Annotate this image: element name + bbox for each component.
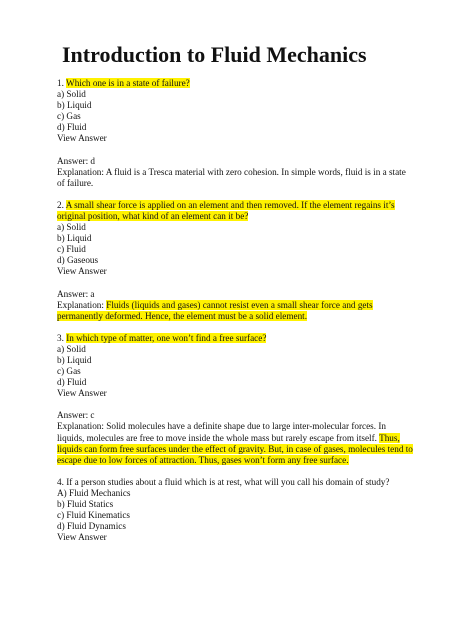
option: b) Liquid — [57, 354, 92, 365]
page-title: Introduction to Fluid Mechanics — [62, 42, 367, 67]
explanation-line: of failure. — [57, 177, 94, 188]
question-highlight: In which type of matter, one won’t find a free surface? — [66, 332, 267, 343]
question-number: 2. — [57, 199, 64, 210]
explanation-highlight: Thus, — [379, 432, 400, 443]
question-highlight: Which one is in a state of failure? — [66, 78, 190, 88]
option: b) Fluid Statics — [57, 499, 114, 509]
view-answer-link[interactable]: View Answer — [57, 388, 107, 399]
view-answer-link[interactable]: View Answer — [57, 133, 107, 144]
explanation-line — [57, 300, 457, 311]
question-text: If a person studies about a fluid which is at rest, what will you call his domain of study? — [66, 476, 390, 487]
option: c) Gas — [57, 111, 81, 122]
question-2 — [57, 200, 457, 322]
question-highlight: original position, what kind of an element can it be? — [57, 210, 249, 221]
option: c) Gas — [57, 366, 81, 377]
explanation-line: Explanation: Solid molecules have a definite shape due to large inter-molecular forces. In — [57, 421, 387, 432]
question-3 — [57, 333, 457, 466]
question-4 — [57, 477, 457, 544]
question-2-text — [57, 200, 457, 211]
option: c) Fluid — [57, 244, 86, 255]
option: a) Solid — [57, 89, 86, 100]
option: A) Fluid Mechanics — [57, 487, 131, 498]
question-number: 1. — [57, 78, 64, 88]
explanation-highlight: escape due to low forces of attraction. Thus, gases won’t form any free surface. — [57, 454, 349, 465]
explanation-line: liquids, molecules are free to move inside the whole mass but rarely escape from itself. Thus, — [57, 432, 400, 443]
option: d) Fluid — [57, 122, 87, 133]
question-1-text — [57, 78, 457, 89]
option: a) Solid — [57, 343, 86, 354]
explanation-highlight: Fluids (liquids and gases) cannot resist even a small shear force and gets — [106, 299, 373, 310]
question-4-text — [57, 477, 457, 488]
option: a) Solid — [57, 222, 86, 233]
option: c) Fluid Kinematics — [57, 510, 130, 521]
explanation-label: Explanation: — [57, 299, 104, 310]
explanation-highlight: permanently deformed. Hence, the element must be a solid element. — [57, 310, 308, 321]
question-1 — [57, 78, 457, 189]
answer-text: Answer: c — [57, 410, 95, 421]
explanation-line: Explanation: A fluid is a Tresca material with zero cohesion. In simple words, fluid is in a state — [57, 166, 406, 177]
option: d) Fluid Dynamics — [57, 521, 126, 532]
explanation-highlight: liquids can form free surfaces under the effect of gravity. But, in case of gases, molecules tend to — [57, 443, 413, 454]
view-answer-link[interactable]: View Answer — [57, 532, 107, 543]
option: d) Fluid — [57, 377, 87, 388]
question-3-text — [57, 333, 457, 344]
answer-text: Answer: d — [57, 155, 96, 166]
question-list — [57, 78, 457, 543]
question-highlight: A small shear force is applied on an element and then removed. If the element regains it’s — [65, 199, 395, 210]
option: d) Gaseous — [57, 255, 99, 266]
question-number: 3. — [57, 332, 64, 343]
option: b) Liquid — [57, 233, 92, 244]
option: b) Liquid — [57, 100, 92, 111]
view-answer-link[interactable]: View Answer — [57, 266, 107, 277]
answer-text: Answer: a — [57, 288, 95, 299]
question-number: 4. — [57, 476, 64, 487]
